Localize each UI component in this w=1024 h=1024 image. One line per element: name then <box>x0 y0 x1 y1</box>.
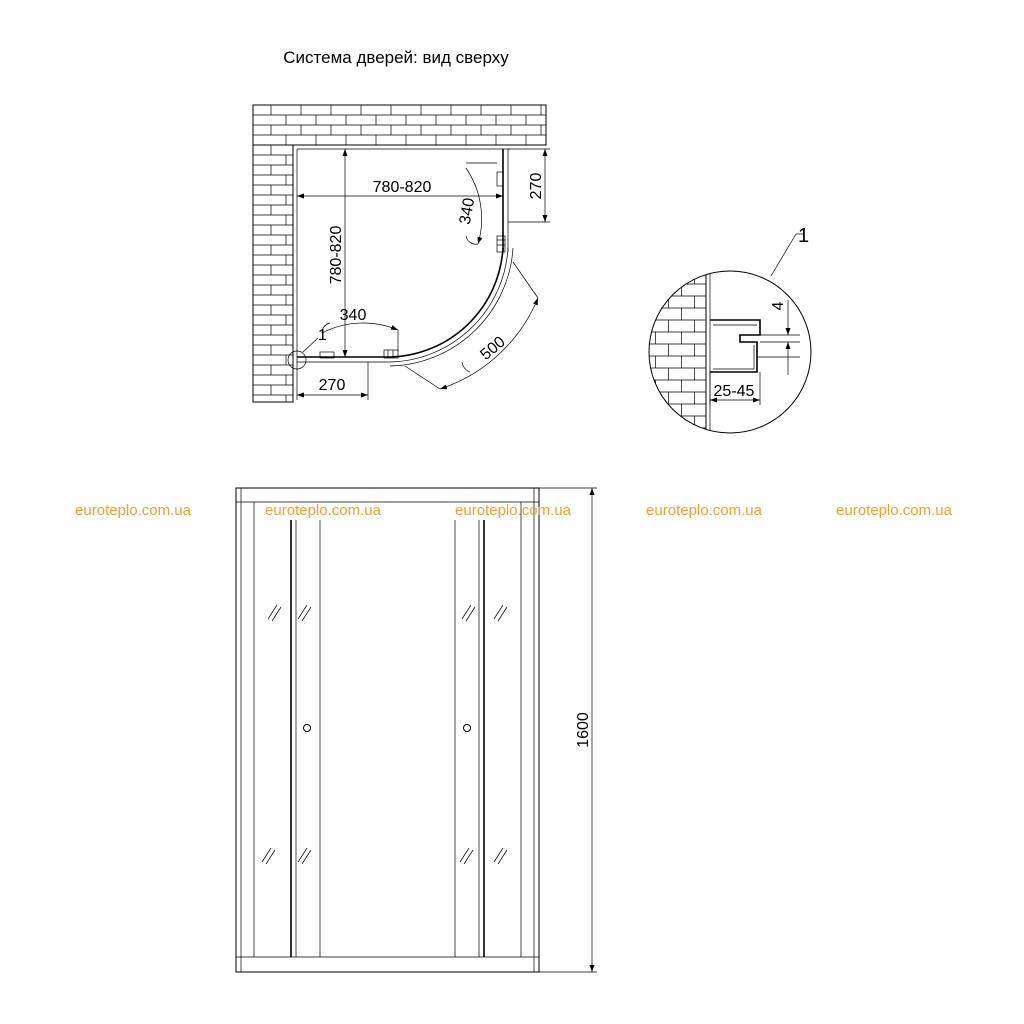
watermark-3: euroteplo.com.ua <box>455 502 571 519</box>
watermark-1: euroteplo.com.ua <box>75 502 191 519</box>
watermark-2: euroteplo.com.ua <box>265 502 381 519</box>
watermark-5: euroteplo.com.ua <box>836 502 952 519</box>
bottom-panel-dimension: 270 <box>318 377 346 394</box>
width-dimension: 780-820 <box>372 179 432 196</box>
right-door-handle <box>464 725 471 732</box>
callout-label-top: 1 <box>318 327 327 344</box>
door-arc-dimension: 500 <box>477 333 509 364</box>
front-view <box>236 488 597 972</box>
top-view <box>253 105 550 402</box>
right-panel-dimension: 270 <box>528 172 545 200</box>
glass-reflection-marks <box>262 605 507 864</box>
drawing-title: Система дверей: вид сверху <box>283 48 509 67</box>
right-door-swing-dimension: 340 <box>456 196 479 226</box>
gap-dimension: 4 <box>770 301 787 311</box>
wall-range-dimension: 25-45 <box>713 383 755 400</box>
bottom-door-swing-dimension: 340 <box>339 307 367 324</box>
watermark-4: euroteplo.com.ua <box>646 502 762 519</box>
left-door-handle <box>304 725 311 732</box>
profile-detail <box>640 225 811 460</box>
callout-label-detail: 1 <box>798 225 810 247</box>
watermark-row <box>75 502 953 519</box>
depth-dimension: 780-820 <box>328 225 345 285</box>
height-dimension: 1600 <box>575 712 592 748</box>
